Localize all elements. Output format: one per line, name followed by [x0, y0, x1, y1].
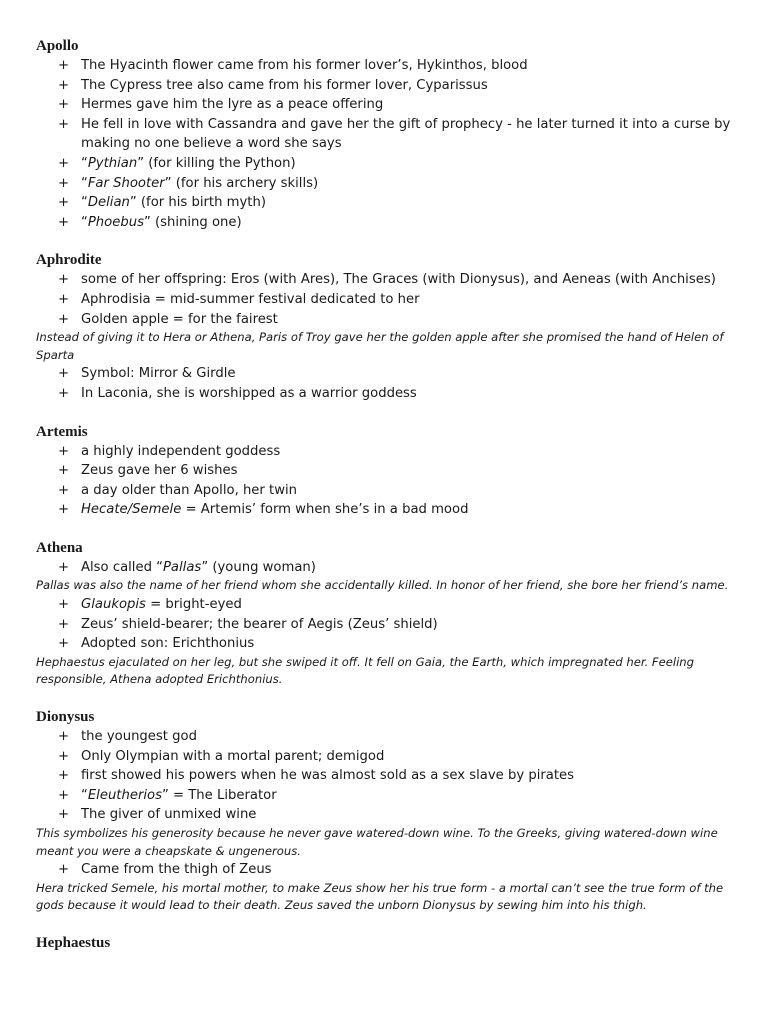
plus-bullet-icon: +: [58, 807, 70, 823]
plus-bullet-icon: +: [58, 291, 70, 307]
section-heading: Apollo: [36, 38, 79, 54]
section-athena: [36, 538, 738, 689]
item-text: Symbol: Mirror & Girdle: [81, 366, 236, 382]
item-text: Came from the thigh of Zeus: [81, 862, 272, 878]
plus-bullet-icon: +: [58, 311, 70, 327]
bullet-list: [36, 595, 738, 654]
section-dionysus: [36, 707, 738, 915]
list-item: [36, 481, 738, 501]
item-text: a day older than Apollo, her twin: [81, 482, 298, 498]
item-text: a highly independent goddess: [81, 443, 281, 459]
plus-bullet-icon: +: [58, 272, 70, 288]
list-item: [36, 805, 738, 825]
plus-bullet-icon: +: [58, 443, 70, 459]
plus-bullet-icon: +: [58, 175, 70, 191]
list-item: [36, 727, 738, 747]
section-heading: Aphrodite: [36, 252, 102, 269]
section-artemis: [36, 422, 738, 520]
italic-term: Eleutherios: [87, 787, 162, 803]
item-text: Only Olympian with a mortal parent; demigod: [81, 748, 385, 764]
item-text: ” (for his birth myth): [129, 195, 266, 211]
bullet-list: [36, 442, 738, 520]
item-text: The Cypress tree also came from his former lover, Cyparissus: [81, 77, 488, 93]
italic-term: Delian: [87, 195, 130, 211]
item-text: Zeus gave her 6 wishes: [81, 463, 238, 479]
italic-note: Instead of giving it to Hera or Athena, Paris of Troy gave her the golden apple after she promised the hand of Helen of Sparta: [36, 330, 724, 362]
bullet-list: [36, 558, 738, 578]
plus-bullet-icon: +: [58, 502, 70, 518]
item-text: Golden apple = for the fairest: [81, 311, 278, 327]
item-text: some of her offspring: Eros (with Ares), The Graces (with Dionysus), and Aeneas (with Anchises): [81, 272, 716, 288]
list-item: [36, 115, 738, 154]
list-item: [36, 766, 738, 786]
list-item: [36, 500, 738, 520]
italic-note: Pallas was also the name of her friend whom she accidentally killed. In honor of her friend, she bore her friend’s name.: [36, 578, 729, 593]
item-text: “: [81, 155, 88, 171]
list-item: [36, 461, 738, 481]
item-text: ” = The Liberator: [161, 787, 277, 803]
item-text: “: [81, 195, 88, 211]
item-text: the youngest god: [81, 729, 197, 745]
section-heading: Athena: [36, 539, 83, 556]
plus-bullet-icon: +: [58, 768, 70, 784]
item-text: The giver of unmixed wine: [81, 807, 257, 823]
list-item: [36, 747, 738, 767]
list-item: [36, 193, 738, 213]
plus-bullet-icon: +: [58, 195, 70, 211]
list-item: [36, 310, 738, 330]
item-text: The Hyacinth flower came from his former lover’s, Hykinthos, blood: [81, 58, 528, 73]
list-item: [36, 558, 738, 578]
italic-term: Pallas: [162, 559, 202, 575]
item-text: Hermes gave him the lyre as a peace offering: [81, 97, 384, 113]
italic-term: Far Shooter: [87, 175, 165, 191]
plus-bullet-icon: +: [58, 862, 70, 878]
item-text: In Laconia, she is worshipped as a warrior goddess: [81, 385, 417, 401]
section-aphrodite: [36, 250, 738, 403]
list-item: [36, 76, 738, 96]
item-text: “: [81, 175, 88, 191]
plus-bullet-icon: +: [58, 58, 70, 73]
plus-bullet-icon: +: [58, 636, 70, 652]
section-heading: Artemis: [36, 423, 88, 440]
item-text: = bright-eyed: [145, 597, 242, 613]
bullet-list: [36, 727, 738, 825]
list-item: [36, 634, 738, 654]
italic-term: Pythian: [87, 155, 138, 171]
plus-bullet-icon: +: [58, 366, 70, 382]
bullet-list: [36, 364, 738, 403]
italic-term: Hecate/Semele: [81, 502, 182, 518]
list-item: [36, 174, 738, 194]
item-text: first showed his powers when he was almost sold as a sex slave by pirates: [81, 768, 575, 784]
plus-bullet-icon: +: [58, 616, 70, 632]
list-item: [36, 364, 738, 384]
item-text: ” (shining one): [143, 214, 242, 230]
plus-bullet-icon: +: [58, 385, 70, 401]
plus-bullet-icon: +: [58, 463, 70, 479]
bullet-list: [36, 270, 738, 329]
italic-term: Phoebus: [87, 214, 144, 230]
list-item: [36, 595, 738, 615]
section-heading: Hephaestus: [36, 934, 111, 951]
item-text: “: [81, 787, 88, 803]
item-text: Adopted son: Erichthonius: [81, 636, 255, 652]
plus-bullet-icon: +: [58, 155, 70, 171]
plus-bullet-icon: +: [58, 748, 70, 764]
item-text: Aphrodisia = mid-summer festival dedicated to her: [81, 291, 420, 307]
plus-bullet-icon: +: [58, 116, 70, 132]
list-item: [36, 860, 738, 880]
italic-note: Hera tricked Semele, his mortal mother, to make Zeus show her his true form - a mortal can’t see the true form of the gods because it would lead to their death. Zeus saved the unborn Dionysus by sewing him into his thigh.: [36, 880, 724, 913]
list-item: [36, 56, 738, 76]
bullet-list: [36, 860, 738, 880]
section-heading: Dionysus: [36, 709, 95, 726]
item-text: Also called “: [81, 559, 163, 575]
item-text: = Artemis’ form when she’s in a bad mood: [181, 502, 469, 518]
list-item: [36, 270, 738, 290]
plus-bullet-icon: +: [58, 214, 70, 230]
item-text: “: [81, 214, 88, 230]
italic-note: This symbolizes his generosity because he never gave watered-down wine. To the Greeks, giving watered-down wine meant you were a cheapskate & ungenerous.: [36, 826, 718, 858]
item-text: ” (for killing the Python): [137, 155, 296, 171]
section-hephaestus: [36, 933, 738, 953]
plus-bullet-icon: +: [58, 482, 70, 498]
section-apollo: [36, 36, 738, 232]
plus-bullet-icon: +: [58, 787, 70, 803]
list-item: [36, 95, 738, 115]
italic-term: Glaukopis: [81, 597, 146, 613]
list-item: [36, 213, 738, 233]
list-item: [36, 615, 738, 635]
item-text: He fell in love with Cassandra and gave her the gift of prophecy - he later turned it into a curse by making no one believe a word she says: [81, 116, 731, 152]
bullet-list: [36, 56, 738, 232]
list-item: [36, 290, 738, 310]
item-text: ” (young woman): [201, 559, 316, 575]
item-text: ” (for his archery skills): [164, 175, 319, 191]
list-item: [36, 154, 738, 174]
list-item: [36, 384, 738, 404]
plus-bullet-icon: +: [58, 97, 70, 113]
item-text: Zeus’ shield-bearer; the bearer of Aegis (Zeus’ shield): [81, 616, 438, 632]
list-item: [36, 442, 738, 462]
plus-bullet-icon: +: [58, 559, 70, 575]
list-item: [36, 786, 738, 806]
plus-bullet-icon: +: [58, 77, 70, 93]
plus-bullet-icon: +: [58, 597, 70, 613]
italic-note: Hephaestus ejaculated on her leg, but she swiped it off. It fell on Gaia, the Earth, which impregnated her. Feeling responsible, Athena adopted Erichthonius.: [36, 654, 695, 687]
plus-bullet-icon: +: [58, 729, 70, 745]
